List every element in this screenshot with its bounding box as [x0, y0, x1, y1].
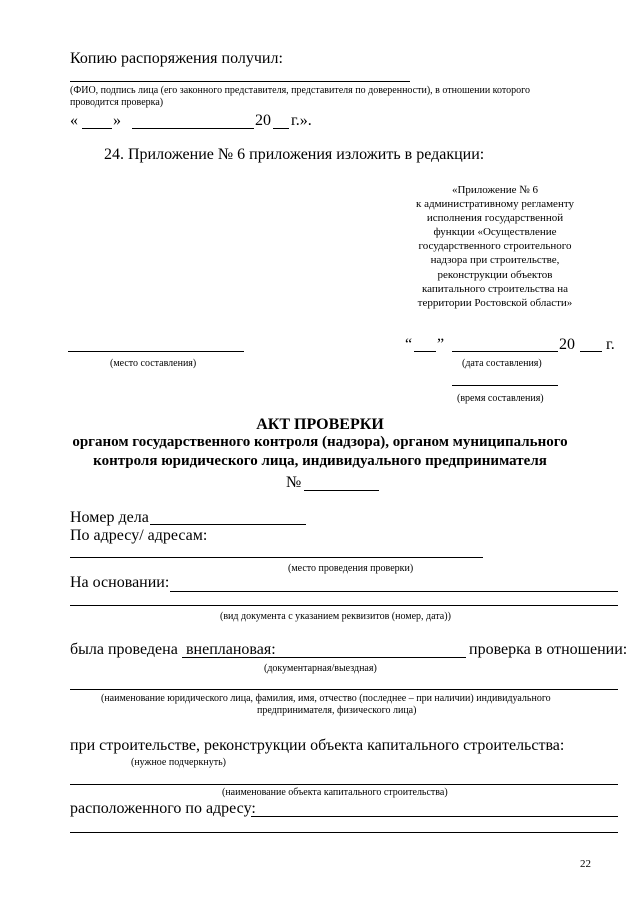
date-day-blank: [414, 351, 436, 352]
top-date-close-quote: »: [113, 112, 121, 129]
object-line: [70, 784, 618, 785]
basis-line-2: [70, 605, 618, 606]
appendix-line: территории Ростовской области»: [417, 296, 573, 309]
fio-note-line1: (ФИО, подпись лица (его законного представителя, представителя по доверенности), в отношении которого: [70, 85, 530, 96]
underline-note: (нужное подчеркнуть): [131, 757, 226, 768]
conducted-value: внеплановая:: [186, 641, 276, 658]
address-note: (место проведения проверки): [288, 563, 414, 574]
place-label: (место составления): [110, 358, 197, 369]
received-copy-label: Копию распоряжения получил:: [70, 50, 283, 67]
act-subtitle-line1: органом государственного контроля (надзора), органом муниципального: [72, 434, 568, 450]
time-label: (время составления): [457, 393, 544, 404]
top-date-year-prefix: 20: [255, 112, 271, 129]
appendix-line: «Приложение № 6: [451, 184, 539, 196]
appendix-line: надзора при строительстве,: [430, 254, 560, 267]
case-number-label: Номер дела: [70, 509, 149, 526]
appendix-line: реконструкции объектов: [437, 268, 553, 281]
act-title: АКТ ПРОВЕРКИ: [256, 416, 384, 433]
appendix-line: функции «Осуществление: [433, 226, 557, 239]
conducted-label: была проведена: [70, 641, 178, 658]
date-year-prefix: 20: [559, 336, 575, 353]
appendix-block: [390, 183, 600, 310]
type-note: (документарная/выездная): [264, 663, 377, 674]
place-line: [68, 351, 244, 352]
construction-label: при строительстве, реконструкции объекта капитального строительства:: [70, 737, 565, 754]
appendix-line: к административному регламенту: [416, 198, 574, 211]
basis-note: (вид документа с указанием реквизитов (номер, дата)): [220, 611, 451, 622]
conducted-line: [182, 657, 466, 658]
entity-line: [70, 689, 618, 690]
fio-note-line2: проводится проверка): [70, 97, 164, 108]
top-date-open-quote: «: [70, 112, 78, 129]
act-number-line: [304, 490, 379, 491]
number-sign: №: [286, 474, 302, 491]
page-number: 22: [580, 858, 591, 870]
date-close-quote: ”: [437, 336, 445, 353]
amendment-text: 24. Приложение № 6 приложения изложить в редакции:: [104, 146, 485, 163]
top-date-year-suffix: г.».: [291, 112, 312, 129]
entity-note-line1: (наименование юридического лица, фамилия, имя, отчество (последнее – при наличии) индивидуального: [101, 693, 551, 704]
case-number-line: [150, 524, 306, 525]
address-line: [70, 557, 483, 558]
address-label: По адресу/ адресам:: [70, 527, 208, 544]
time-line: [452, 385, 558, 386]
act-subtitle-line2: контроля юридического лица, индивидуального предпринимателя: [93, 453, 547, 469]
appendix-line: капитального строительства на: [421, 282, 569, 295]
located-at-label: расположенного по адресу:: [70, 800, 256, 817]
date-label: (дата составления): [462, 358, 542, 369]
date-year-suffix: г.: [606, 336, 615, 353]
appendix-line: исполнения государственной: [426, 212, 564, 225]
top-date-month-blank: [132, 128, 254, 129]
top-date-day-blank: [82, 128, 112, 129]
inspection-regarding-label: проверка в отношении:: [469, 641, 628, 658]
basis-label: На основании:: [70, 574, 170, 591]
top-date-year-blank: [273, 128, 289, 129]
entity-note-line2: предпринимателя, физического лица): [257, 705, 417, 716]
appendix-line: государственного строительного: [418, 240, 572, 253]
object-note: (наименование объекта капитального строительства): [222, 787, 448, 798]
located-at-line-2: [70, 832, 618, 833]
located-at-line: [251, 816, 618, 817]
date-month-blank: [452, 351, 558, 352]
signature-line: [70, 81, 410, 82]
date-year-blank: [580, 351, 602, 352]
basis-line: [170, 591, 618, 592]
date-open-quote: “: [405, 336, 413, 353]
